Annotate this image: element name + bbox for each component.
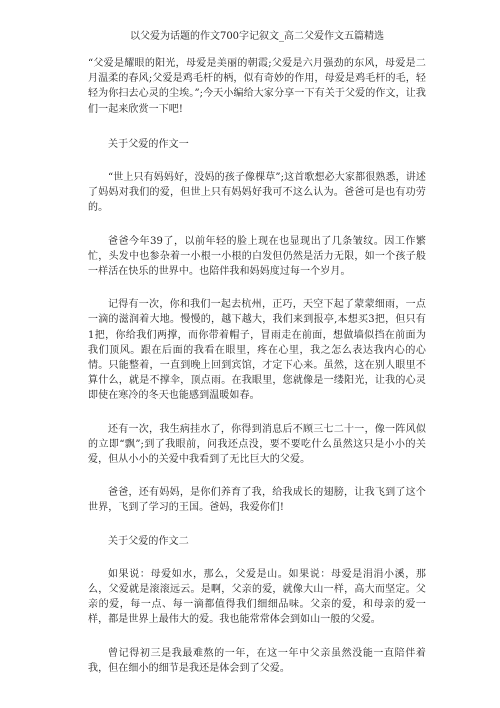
intro-paragraph: “父爱是耀眼的阳光，母爱是美丽的朝霞;父爱是六月强劲的东风，母爱是二月温柔的春风;父爱是鸡毛杆的柄，似有奇妙的作用，母爱是鸡毛杆的毛，轻轻为你扫去心灵的尘埃。”;今天小编给大家分享一下有关于父爱的作文，让我们一起来欣赏一下吧! — [88, 58, 426, 115]
paragraph: 如果说：母爱如水，那么，父爱是山。如果说：母爱是涓涓小溪，那么，父爱就是滚滚远云。是啊，父亲的爱，就像大山一样，高大而坚定。父亲的爱，每一点、每一滴都值得我们细细品味。父亲的爱，和母亲的爱一样，都是世界上最伟大的爱。我也能常常体会到如山一般的父爱。 — [88, 568, 426, 626]
paragraph: 记得有一次，你和我们一起去杭州，正巧，天空下起了蒙蒙细雨，一点一滴的滋润着大地。慢慢的，越下越大，我们来到报亭,本想买3把，但只有1把，你给我们两撑，而你带着帽子，冒雨走在前面，想做墙似挡在前面为我们顶风。跟在后面的我看在眼里，疼在心里，我之怎么表达我内心的心情。只能整着，一直到晚上回到宾馆，才定下心来。虽然，这在别人眼里不算什么，就是不撑伞，顶点雨。在我眼里，您就像是一缕阳光，让我的心灵即使在寒冷的冬天也能感到温暖如春。 — [88, 299, 426, 402]
paragraph: 爸爸，还有妈妈，是你们养育了我，给我成长的翅膀，让我飞到了这个世界，飞到了学习的王国。爸妈，我爱你们! — [88, 487, 426, 514]
paragraph: 爸爸今年39了，以前年轻的脸上现在也显现出了几条皱纹。因工作繁忙，头发中也参杂着一小根一小根的白发但仍然是活力无限，如一个孩子般一样活在快乐的世界中。也陪伴我和妈妈度过每一个岁月。 — [88, 235, 426, 278]
section-heading-2: 关于父爱的作文二 — [108, 535, 189, 547]
paragraph: “世上只有妈妈好，没妈的孩子像棵草”;这首歌想必大家都很熟悉，讲述了妈妈对我们的爱，但世上只有妈妈好我可不这么认为。爸爸可是也有功劳的。 — [88, 172, 426, 214]
paragraph: 曾记得初三是我最难熬的一年，在这一年中父亲虽然没能一直陪伴着我，但在细小的细节是我还是体会到了父爱。 — [88, 647, 426, 674]
paragraph: 还有一次，我生病挂水了，你得到消息后不顾三七二十一，像一阵风似的立即“飘”;到了我眼前，问我还点没，要不要吃什么虽然这只是小小的关爱，但从小小的关爱中我看到了无比巨大的父爱。 — [88, 423, 426, 466]
section-heading-1: 关于父爱的作文一 — [108, 138, 189, 150]
document-title: 以父爱为话题的作文700字记叙文_高二父爱作文五篇精选 — [129, 31, 385, 42]
